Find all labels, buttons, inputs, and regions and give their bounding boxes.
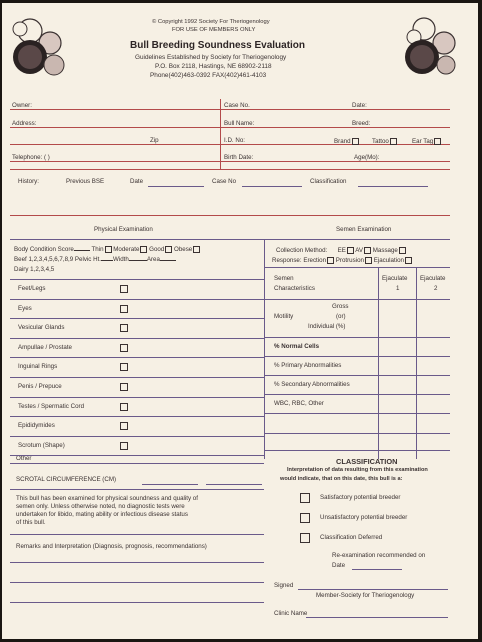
physical-item-checkbox[interactable] — [120, 344, 128, 352]
dairy-row: Dairy 1,2,3,4,5 — [14, 266, 55, 273]
tattoo-option[interactable]: Tattoo — [372, 138, 397, 145]
society-logo-right-icon — [400, 17, 460, 77]
previous-bse-label: Previous BSE — [66, 178, 105, 185]
society-logo-left-icon — [10, 17, 70, 77]
gross-label: Gross — [332, 303, 349, 310]
physical-item-label: Penis / Prepuce — [18, 383, 62, 390]
physical-exam-heading: Physical Examination — [94, 226, 153, 233]
member-label: Member-Society for Theriogenology — [316, 592, 415, 599]
brand-checkbox[interactable] — [352, 138, 359, 145]
motility-label: Motility — [274, 313, 294, 320]
unsatisfactory-label[interactable]: Unsatisfactory potential breeder — [320, 514, 408, 521]
or-label: (or) — [336, 313, 346, 320]
ear-tag-checkbox[interactable] — [434, 138, 441, 145]
primary-abnormalities-label: % Primary Abnormalities — [274, 362, 342, 369]
unsatisfactory-checkbox[interactable] — [300, 513, 310, 523]
clinic-name-label[interactable]: Clinic Name — [274, 610, 308, 617]
ejaculate-1-number: 1 — [396, 285, 400, 292]
age-label[interactable]: Age(Mo): — [354, 154, 380, 161]
address-text: P.O. Box 2118, Hastings, NE 68902-2118 — [155, 63, 272, 70]
members-only-text: FOR USE OF MEMBERS ONLY — [172, 27, 256, 33]
physical-item-label: Feet/Legs — [18, 285, 46, 292]
semen-label: Semen — [274, 275, 294, 282]
statement-line-4: of this bull. — [16, 519, 46, 526]
physical-item-rule — [10, 436, 264, 437]
bcs-row: Body Condition Score Thin Moderate Good Obese — [14, 246, 200, 253]
physical-item-label: Scrotum (Shape) — [18, 442, 65, 449]
av-checkbox[interactable] — [364, 247, 371, 254]
date-label[interactable]: Date: — [352, 102, 367, 109]
address-label[interactable]: Address: — [12, 120, 37, 127]
beef-row: Beef 1,2,3,4,5,6,7,8,9 Pelvic Ht. Width Area — [14, 257, 176, 263]
brand-option[interactable]: Brand — [334, 138, 359, 145]
classification-intro-2: would indicate, that on this date, this bull is a: — [280, 476, 403, 482]
form-title: Bull Breeding Soundness Evaluation — [130, 40, 306, 51]
physical-item-rule — [10, 299, 264, 300]
physical-item-label: Vesicular Glands — [18, 324, 65, 331]
physical-item-checkbox[interactable] — [120, 305, 128, 313]
zip-label[interactable]: Zip — [150, 137, 159, 144]
reexam-label: Re-examination recommended on — [332, 552, 426, 559]
evaluation-form-sheet — [2, 3, 478, 639]
characteristics-label: Characteristics — [274, 285, 315, 292]
physical-item-label: Inguinal Rings — [18, 363, 58, 370]
collection-row: Collection Method: EE AV Massage — [276, 247, 406, 254]
guidelines-text: Guidelines Established by Society for Theriogenology — [135, 54, 287, 61]
physical-item-rule — [10, 416, 264, 417]
physical-item-label: Testes / Spermatic Cord — [18, 403, 85, 410]
normal-cells-label: % Normal Cells — [274, 343, 320, 350]
physical-item-checkbox[interactable] — [120, 442, 128, 450]
ejaculate-2-heading: Ejaculate — [420, 275, 446, 282]
reexam-date-label[interactable]: Date — [332, 562, 346, 569]
physical-item-rule — [10, 397, 264, 398]
scrotal-circumference-label[interactable]: SCROTAL CIRCUMFERENCE (CM) — [16, 476, 117, 483]
history-date-label[interactable]: Date — [130, 178, 144, 185]
physical-item-checkbox[interactable] — [120, 383, 128, 391]
classification-intro-1: Interpretation of data resulting from this examination — [287, 467, 428, 473]
physical-item-checkbox[interactable] — [120, 285, 128, 293]
statement-line-2: semen only. Unless otherwise noted, no diagnostic tests were — [16, 503, 185, 510]
history-label: History: — [18, 178, 39, 185]
telephone-label[interactable]: Telephone: ( ) — [12, 154, 50, 161]
breed-label[interactable]: Breed: — [352, 120, 371, 127]
physical-item-checkbox[interactable] — [120, 403, 128, 411]
protrusion-checkbox[interactable] — [365, 257, 372, 264]
deferred-checkbox[interactable] — [300, 533, 310, 543]
birth-date-label[interactable]: Birth Date: — [224, 154, 254, 161]
owner-label[interactable]: Owner: — [12, 102, 32, 109]
physical-item-rule — [10, 357, 264, 358]
copyright-text: © Copyright 1992 Society For Theriogenology — [152, 19, 270, 25]
thin-checkbox[interactable] — [105, 246, 112, 253]
satisfactory-checkbox[interactable] — [300, 493, 310, 503]
ee-checkbox[interactable] — [347, 247, 354, 254]
statement-line-1: This bull has been examined for physical soundness and quality of — [16, 495, 198, 502]
statement-line-3: undertaken for libido, mating ability or infectious disease status — [16, 511, 188, 518]
case-no-label[interactable]: Case No. — [224, 102, 250, 109]
physical-item-rule — [10, 377, 264, 378]
phone-text: Phone(402)463-0392 FAX(402)461-4103 — [150, 72, 267, 79]
wbc-rbc-label: WBC, RBC, Other — [274, 400, 324, 407]
secondary-abnormalities-label: % Secondary Abnormalities — [274, 381, 350, 388]
moderate-checkbox[interactable] — [140, 246, 147, 253]
physical-item-rule — [10, 279, 264, 280]
good-checkbox[interactable] — [165, 246, 172, 253]
ejaculate-1-heading: Ejaculate — [382, 275, 408, 282]
id-no-label[interactable]: I.D. No: — [224, 137, 245, 144]
physical-item-rule — [10, 338, 264, 339]
response-row: Response: Erection Protrusion Ejaculation — [272, 257, 412, 264]
physical-item-rule — [10, 455, 264, 456]
ear-tag-option[interactable]: Ear Tag — [412, 138, 441, 145]
physical-item-checkbox[interactable] — [120, 363, 128, 371]
ejaculation-checkbox[interactable] — [405, 257, 412, 264]
history-classification-label[interactable]: Classification — [310, 178, 347, 185]
massage-checkbox[interactable] — [399, 247, 406, 254]
physical-item-checkbox[interactable] — [120, 324, 128, 332]
other-label[interactable]: Other — [16, 455, 32, 462]
obese-checkbox[interactable] — [193, 246, 200, 253]
history-case-no-label[interactable]: Case No — [212, 178, 237, 185]
remarks-label[interactable]: Remarks and Interpretation (Diagnosis, prognosis, recommendations) — [16, 543, 207, 550]
erection-checkbox[interactable] — [327, 257, 334, 264]
physical-item-rule — [10, 318, 264, 319]
deferred-label[interactable]: Classification Deferred — [320, 534, 383, 541]
ejaculate-2-number: 2 — [434, 285, 438, 292]
physical-item-label: Ampullae / Prostate — [18, 344, 72, 351]
physical-item-checkbox[interactable] — [120, 422, 128, 430]
classification-heading: CLASSIFICATION — [336, 457, 398, 466]
satisfactory-label[interactable]: Satisfactory potential breeder — [320, 494, 401, 501]
tattoo-checkbox[interactable] — [390, 138, 397, 145]
individual-label: Individual (%) — [308, 323, 346, 330]
physical-item-label: Epididymides — [18, 422, 55, 429]
signed-label[interactable]: Signed — [274, 582, 294, 589]
physical-item-label: Eyes — [18, 305, 32, 312]
bull-name-label[interactable]: Bull Name: — [224, 120, 255, 127]
semen-exam-heading: Semen Examination — [336, 226, 392, 233]
